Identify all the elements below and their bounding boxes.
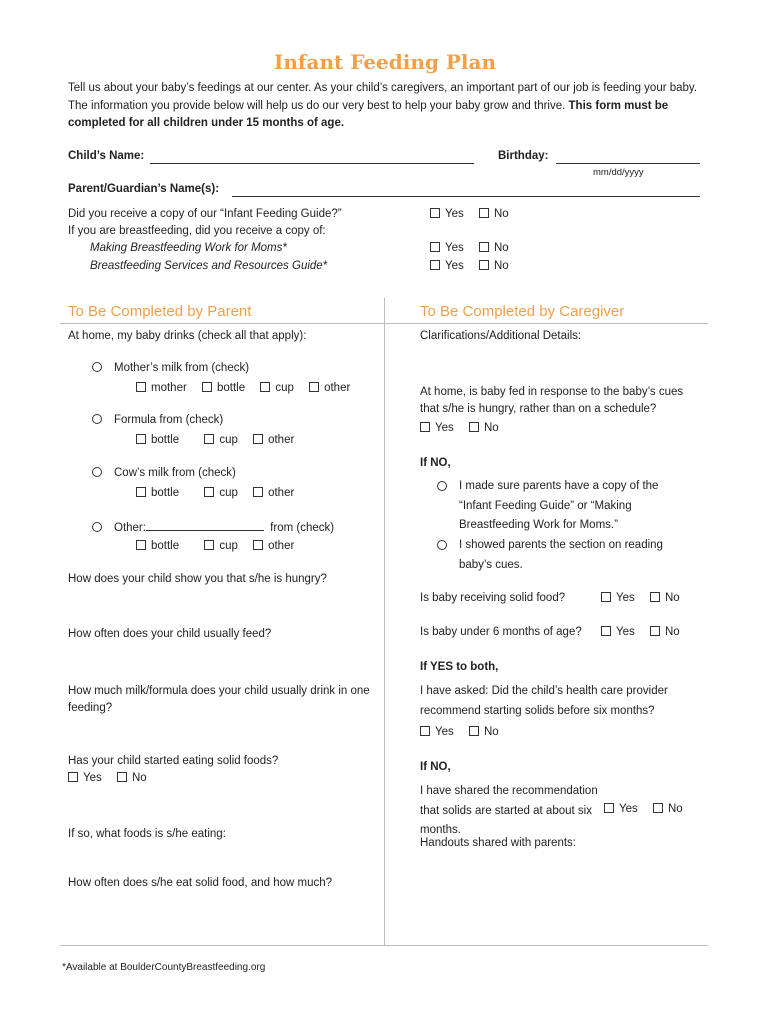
guide-question: Did you receive a copy of our “Infant Feeding Guide?”: [68, 208, 342, 220]
mother-label: mother: [151, 382, 187, 394]
showed-text: I showed parents the section on reading baby’s cues.: [459, 539, 663, 571]
breastfeeding-question: If you are breastfeeding, did you receive a copy of:: [68, 225, 326, 237]
formula-sources: [136, 434, 294, 446]
yes-checkbox[interactable]: [601, 626, 611, 636]
under-6-yesno: [601, 626, 680, 638]
yes-checkbox[interactable]: [604, 803, 614, 813]
shared-yesno: [604, 803, 683, 815]
solid-started-yesno: [68, 772, 147, 784]
no-checkbox[interactable]: [650, 592, 660, 602]
no-checkbox[interactable]: [653, 803, 663, 813]
no-label: No: [667, 803, 683, 815]
under-6-question: Is baby under 6 months of age?: [420, 626, 582, 638]
no-label: No: [483, 726, 499, 738]
no-label: No: [664, 626, 680, 638]
yes-checkbox[interactable]: [420, 422, 430, 432]
showed-radio-wrap: [437, 540, 459, 552]
asked-text: I have asked: Did the child’s health care provider recommend starting solids before six months?: [420, 685, 668, 717]
yes-label: Yes: [435, 726, 454, 738]
cup-checkbox[interactable]: [260, 382, 270, 392]
other-from-label: from (check): [270, 522, 335, 534]
yes-checkbox[interactable]: [601, 592, 611, 602]
yes-label: Yes: [435, 422, 454, 434]
cup-checkbox[interactable]: [204, 434, 214, 444]
cues-yesno: [420, 422, 499, 434]
cup-label: cup: [275, 382, 294, 394]
mothers-milk-sources: [136, 382, 350, 394]
other-checkbox[interactable]: [253, 434, 263, 444]
cup-label: cup: [219, 540, 238, 552]
cows-milk-option: [92, 467, 236, 479]
how-much-question: How much milk/formula does your child usually drink in one feeding?: [68, 685, 370, 714]
solid-often-question: How often does s/he eat solid food, and how much?: [68, 877, 333, 889]
intro-bold: This form must be completed for all children under 15 months of age.: [68, 99, 669, 129]
asked-yesno: [420, 726, 499, 738]
bottle-label: bottle: [151, 487, 180, 499]
clarifications-label: Clarifications/Additional Details:: [420, 330, 582, 342]
cup-label: cup: [219, 487, 238, 499]
intro-paragraph: [68, 80, 708, 133]
solid-food-yesno: [601, 592, 680, 604]
no-checkbox[interactable]: [117, 772, 127, 782]
doc1-label: Making Breastfeeding Work for Moms*: [90, 242, 287, 254]
mothers-milk-option: [92, 362, 249, 374]
bottle-label: bottle: [217, 382, 246, 394]
bottle-checkbox[interactable]: [136, 540, 146, 550]
no-label: No: [664, 592, 680, 604]
if-yes-both-label: If YES to both,: [420, 661, 499, 673]
no-label: No: [493, 242, 509, 254]
no-label: No: [493, 208, 509, 220]
cows-milk-label: Cow’s milk from (check): [114, 467, 236, 479]
parent-name-field[interactable]: [232, 185, 700, 197]
how-often-question: How often does your child usually feed?: [68, 628, 272, 640]
cup-label: cup: [219, 434, 238, 446]
no-label: No: [131, 772, 147, 784]
shared-text: I have shared the recommendation that solids are started at about six months.: [420, 785, 598, 836]
cup-checkbox[interactable]: [204, 540, 214, 550]
formula-label: Formula from (check): [114, 414, 224, 426]
yes-checkbox[interactable]: [430, 242, 440, 252]
if-no-label: If NO,: [420, 457, 451, 469]
other-checkbox[interactable]: [309, 382, 319, 392]
other-drink-label: Other:: [114, 522, 146, 534]
cows-milk-sources: [136, 487, 294, 499]
yes-checkbox[interactable]: [430, 208, 440, 218]
yes-label: Yes: [619, 803, 638, 815]
doc2-label: Breastfeeding Services and Resources Guide*: [90, 260, 328, 272]
yes-checkbox[interactable]: [430, 260, 440, 270]
solid-started-question: Has your child started eating solid foods?: [68, 755, 279, 767]
hungry-question: How does your child show you that s/he is hungry?: [68, 573, 327, 585]
yes-label: Yes: [616, 626, 635, 638]
other-label: other: [268, 540, 295, 552]
cows-milk-radio[interactable]: [92, 467, 102, 477]
what-foods-question: If so, what foods is s/he eating:: [68, 828, 226, 840]
cues-question: At home, is baby fed in response to the baby’s cues that s/he is hungry, rather than on a schedule?: [420, 386, 684, 415]
solid-food-question: Is baby receiving solid food?: [420, 592, 566, 604]
child-name-label: Child’s Name:: [68, 150, 145, 162]
yes-checkbox[interactable]: [420, 726, 430, 736]
other-drink-sources: [136, 540, 294, 552]
other-drink-field[interactable]: [146, 519, 264, 531]
yes-label: Yes: [83, 772, 102, 784]
other-drink-radio[interactable]: [92, 522, 102, 532]
no-checkbox[interactable]: [479, 208, 489, 218]
yes-label: Yes: [616, 592, 635, 604]
no-checkbox[interactable]: [469, 726, 479, 736]
other-label: other: [268, 487, 295, 499]
other-drink-option: [92, 519, 334, 534]
bottle-checkbox[interactable]: [202, 382, 212, 392]
drinks-question: At home, my baby drinks (check all that apply):: [68, 330, 307, 342]
yes-label: Yes: [445, 208, 464, 220]
no-checkbox[interactable]: [479, 260, 489, 270]
other-label: other: [324, 382, 351, 394]
child-name-field[interactable]: [150, 152, 474, 164]
made-sure-radio-wrap: [437, 481, 459, 493]
cup-checkbox[interactable]: [204, 487, 214, 497]
caregiver-section-heading: To Be Completed by Caregiver: [420, 303, 625, 320]
bottle-label: bottle: [151, 434, 180, 446]
page-title: Infant Feeding Plan: [274, 50, 496, 74]
yes-checkbox[interactable]: [68, 772, 78, 782]
made-sure-text: I made sure parents have a copy of the “Infant Feeding Guide” or “Making Breastfeeding Work for Moms.”: [459, 480, 659, 531]
other-checkbox[interactable]: [253, 487, 263, 497]
parent-name-label: Parent/Guardian’s Name(s):: [68, 183, 220, 195]
no-checkbox[interactable]: [650, 626, 660, 636]
bottle-checkbox[interactable]: [136, 434, 146, 444]
mothers-milk-label: Mother’s milk from (check): [114, 362, 250, 374]
date-format-hint: mm/dd/yyyy: [593, 167, 644, 178]
birthday-field[interactable]: [556, 152, 700, 164]
showed-radio[interactable]: [437, 540, 447, 550]
no-checkbox[interactable]: [469, 422, 479, 432]
mothers-milk-radio[interactable]: [92, 362, 102, 372]
formula-radio[interactable]: [92, 414, 102, 424]
formula-option: [92, 414, 223, 426]
intro-text: Tell us about your baby’s feedings at our center. As your child’s caregivers, an important part of our job is feeding your baby. The information you provide below will help us do our very best to help your baby grow and thrive.: [68, 82, 698, 112]
footer-rule: [60, 945, 708, 946]
handouts-label: Handouts shared with parents:: [420, 837, 576, 849]
parent-section-heading: To Be Completed by Parent: [68, 303, 252, 320]
bottle-label: bottle: [151, 540, 180, 552]
doc2-yesno: [430, 260, 509, 272]
other-checkbox[interactable]: [253, 540, 263, 550]
doc1-yesno: [430, 242, 509, 254]
made-sure-radio[interactable]: [437, 481, 447, 491]
guide-yesno: [430, 208, 509, 220]
yes-label: Yes: [445, 260, 464, 272]
yes-label: Yes: [445, 242, 464, 254]
birthday-label: Birthday:: [498, 150, 549, 162]
footer-note: *Available at BoulderCountyBreastfeeding.org: [62, 962, 266, 973]
mother-checkbox[interactable]: [136, 382, 146, 392]
column-divider: [384, 298, 385, 945]
if-no-label-2: If NO,: [420, 761, 451, 773]
no-label: No: [493, 260, 509, 272]
no-checkbox[interactable]: [479, 242, 489, 252]
no-label: No: [483, 422, 499, 434]
other-label: other: [268, 434, 295, 446]
bottle-checkbox[interactable]: [136, 487, 146, 497]
